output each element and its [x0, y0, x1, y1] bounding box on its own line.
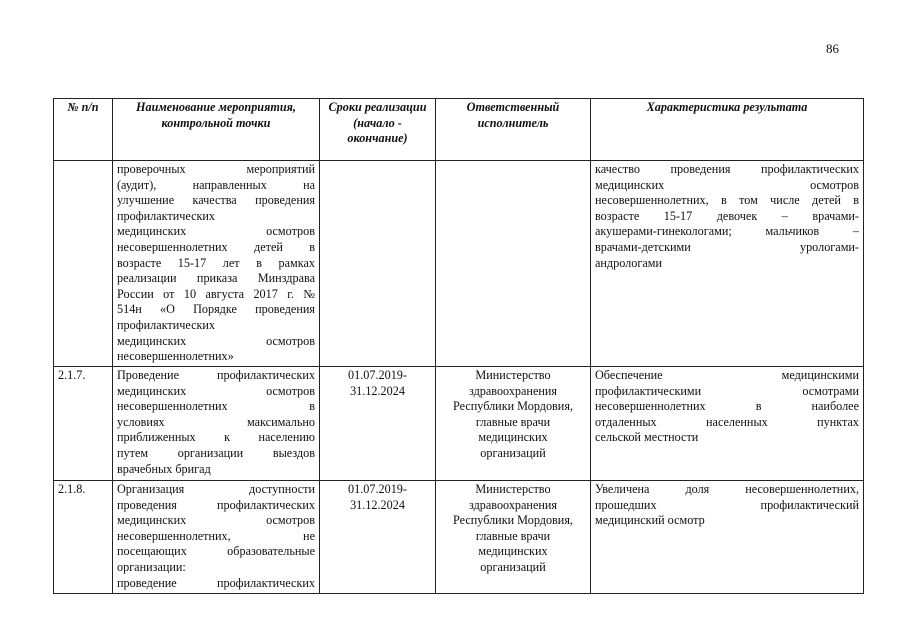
- responsible-line: Республики Мордовия,: [453, 399, 573, 414]
- responsible-line: медицинских: [478, 544, 548, 559]
- activity-name-line: Проведение профилактических: [117, 368, 315, 382]
- activity-name-line: посещающих образовательные: [117, 544, 315, 559]
- responsible-line: здравоохранения: [468, 383, 558, 398]
- table-row-2-1-7: [54, 367, 864, 481]
- table-row-continued: [54, 161, 864, 367]
- responsible-line: Министерство: [475, 482, 551, 496]
- activity-name-line: медицинских осмотров: [117, 513, 315, 528]
- header-timeline: Сроки реализации (начало - окончание): [320, 99, 436, 161]
- table-row-2-1-8: [54, 481, 864, 594]
- activity-name-line: медицинских осмотров: [117, 383, 315, 398]
- header-result: Характеристика результата: [591, 99, 864, 161]
- activity-name-line: профилактических: [117, 317, 216, 332]
- timeline-cell: [320, 481, 436, 594]
- result-cell: [591, 367, 864, 481]
- row-number-cell: 2.1.8.: [54, 481, 113, 594]
- activity-name-cell: [113, 481, 320, 594]
- responsible-line: здравоохранения: [468, 497, 558, 512]
- activity-name-line: путем организации выездов: [117, 445, 315, 460]
- activity-name-line: врачебных бригад: [117, 461, 211, 476]
- timeline-cell: [320, 367, 436, 481]
- result-line: медицинский осмотр: [595, 513, 705, 528]
- activity-name-line: возрасте 15-17 лет в рамках: [117, 255, 315, 270]
- timeline-line: 31.12.2024: [350, 383, 405, 398]
- result-line: несовершеннолетних, в том числе детей в: [595, 193, 859, 208]
- responsible-cell: [436, 161, 591, 367]
- activity-name-line: проверочных мероприятий: [117, 162, 315, 176]
- activity-name-line: медицинских осмотров: [117, 224, 315, 239]
- result-line: возрасте 15-17 девочек – врачами-: [595, 208, 859, 223]
- activity-name-line: несовершеннолетних, не: [117, 528, 315, 543]
- result-cell: [591, 161, 864, 367]
- activity-name-line: профилактических: [117, 208, 216, 223]
- row-number-cell: 2.1.7.: [54, 367, 113, 481]
- responsible-line: организаций: [480, 445, 546, 460]
- responsible-line: главные врачи: [475, 414, 551, 429]
- page-number: 86: [826, 41, 839, 56]
- result-line: сельской местности: [595, 430, 699, 445]
- responsible-cell: [436, 481, 591, 594]
- activity-name-line: проведение профилактических: [117, 575, 315, 590]
- result-line: прошедших профилактический: [595, 497, 859, 512]
- responsible-line: главные врачи: [475, 528, 551, 543]
- timeline-line: 01.07.2019-: [348, 368, 407, 382]
- result-line: Увеличена доля несовершеннолетних,: [595, 482, 859, 496]
- header-responsible: Ответственный исполнитель: [436, 99, 591, 161]
- responsible-line: организаций: [480, 559, 546, 574]
- header-activity-name: Наименование мероприятия, контрольной точки: [113, 99, 320, 161]
- activity-name-line: медицинских осмотров: [117, 333, 315, 348]
- table-header-row: [54, 99, 864, 161]
- timeline-line: 31.12.2024: [350, 497, 405, 512]
- row-number-cell: [54, 161, 113, 367]
- activity-name-line: 514н «О Порядке проведения: [117, 302, 315, 317]
- result-line: профилактическими осмотрами: [595, 383, 859, 398]
- result-line: отдаленных населенных пунктах: [595, 414, 859, 429]
- activity-name-line: России от 10 августа 2017 г. №: [117, 286, 315, 301]
- result-line: врачами-детскими урологами-: [595, 239, 859, 254]
- responsible-line: Республики Мордовия,: [453, 513, 573, 528]
- activity-name-line: несовершеннолетних»: [117, 349, 234, 364]
- activity-name-line: улучшение качества проведения: [117, 193, 315, 208]
- activity-name-line: (аудит), направленных на: [117, 177, 315, 192]
- responsible-line: медицинских: [478, 430, 548, 445]
- activities-table: [53, 98, 864, 594]
- activity-name-cell: [113, 367, 320, 481]
- timeline-line: 01.07.2019-: [348, 482, 407, 496]
- activity-name-line: несовершеннолетних детей в: [117, 239, 315, 254]
- activity-name-cell: [113, 161, 320, 367]
- result-line: медицинских осмотров: [595, 177, 859, 192]
- activity-name-line: реализации приказа Минздрава: [117, 271, 315, 286]
- activity-name-line: организации:: [117, 559, 186, 574]
- activity-name-line: приближенных к населению: [117, 430, 315, 445]
- result-line: акушерами-гинекологами; мальчиков –: [595, 224, 859, 239]
- result-line: несовершеннолетних в наиболее: [595, 399, 859, 414]
- activity-name-line: Организация доступности: [117, 482, 315, 496]
- result-cell: [591, 481, 864, 594]
- result-line: качество проведения профилактических: [595, 162, 859, 176]
- responsible-line: Министерство: [475, 368, 551, 382]
- responsible-cell: [436, 367, 591, 481]
- result-line: Обеспечение медицинскими: [595, 368, 859, 382]
- header-number: № п/п: [54, 99, 113, 161]
- timeline-cell: [320, 161, 436, 367]
- result-line: андрологами: [595, 255, 662, 270]
- activity-name-line: условиях максимально: [117, 414, 315, 429]
- activity-name-line: проведения профилактических: [117, 497, 315, 512]
- activity-name-line: несовершеннолетних в: [117, 399, 315, 414]
